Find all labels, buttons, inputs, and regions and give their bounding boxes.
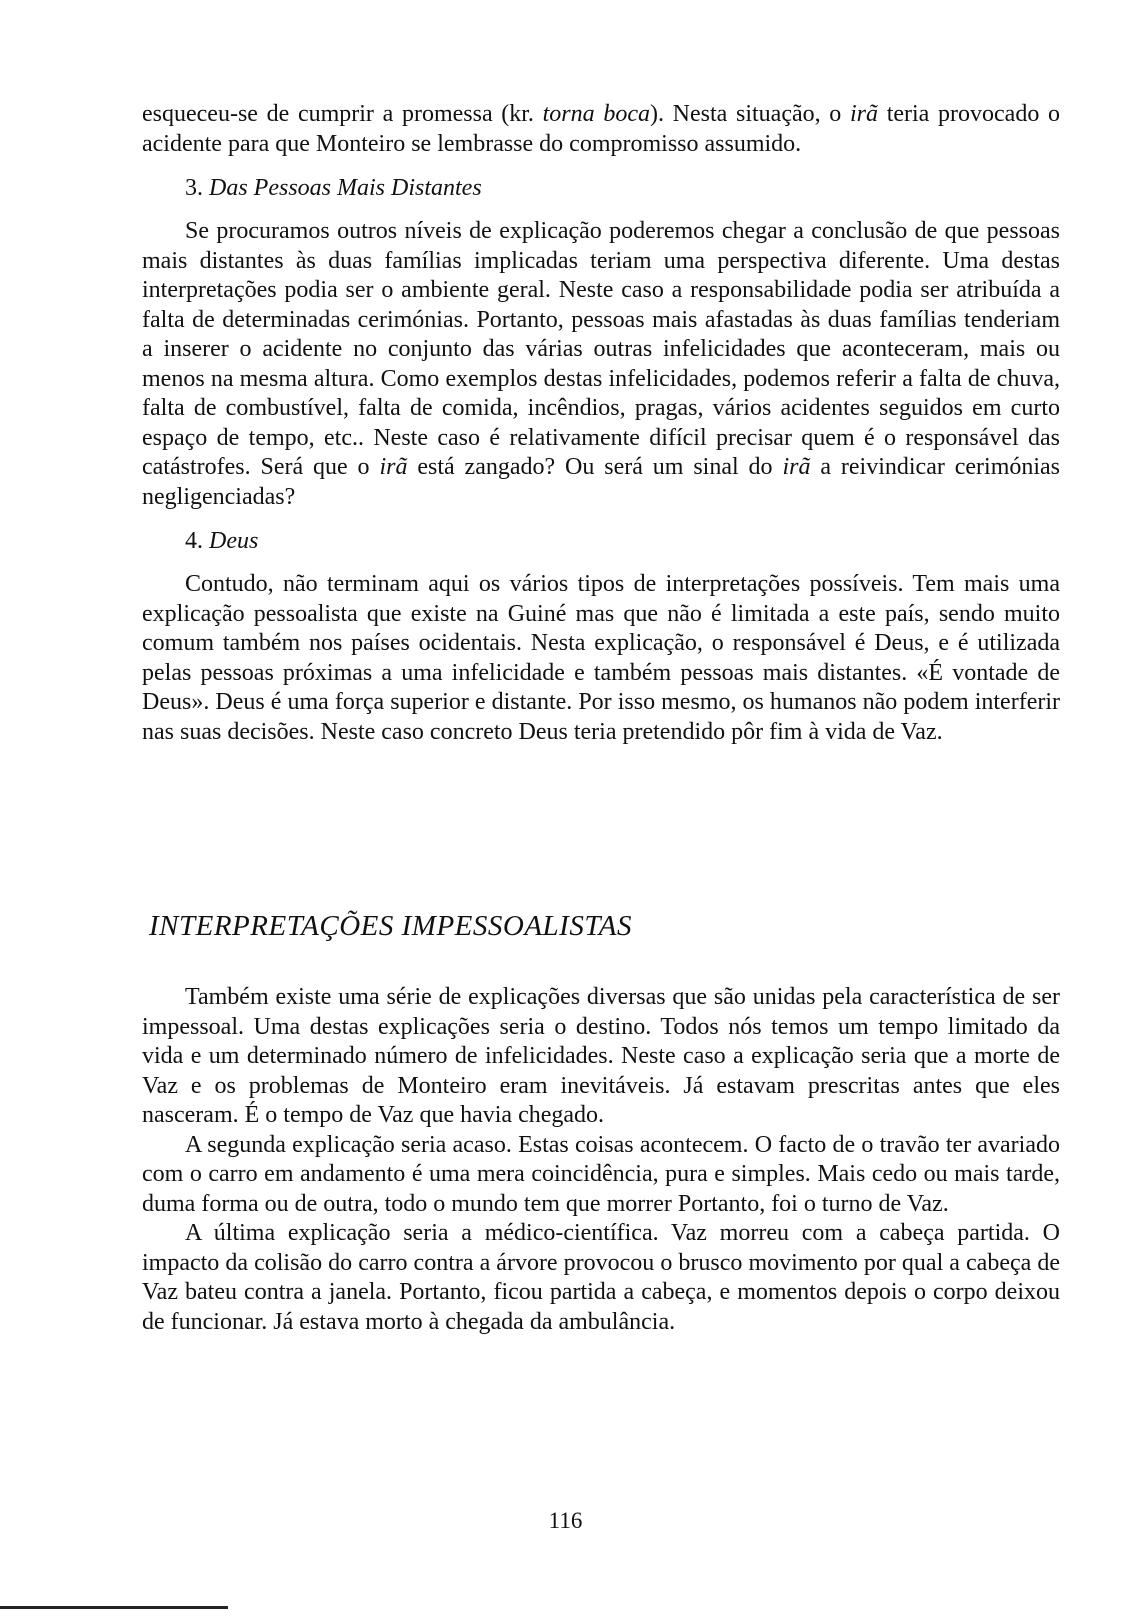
section-title: Das Pessoas Mais Distantes xyxy=(209,175,482,201)
text-run: está zangado? Ou será um sinal do xyxy=(407,454,783,480)
text-run: ). Nesta situação, o xyxy=(649,101,850,127)
text-run: esqueceu-se de cumprir a promessa (kr. xyxy=(142,101,543,127)
italic-term: irã xyxy=(782,454,811,480)
section-number: 4. xyxy=(185,528,203,554)
chapter-heading: INTERPRETAÇÕES IMPESSOALISTAS xyxy=(149,910,633,942)
page-body xyxy=(142,100,1060,1337)
italic-term: irã xyxy=(850,101,879,127)
paragraph-continuation xyxy=(142,100,1060,159)
text-run: teria provocado o acidente para que Monteiro se lembrasse do compromisso assumido. xyxy=(142,101,1060,157)
text-run: a reivindicar cerimónias negligenciadas? xyxy=(142,454,1061,510)
section-4-heading xyxy=(185,526,1060,556)
impessoalistas-paragraph-1: Também existe uma série de explicações diversas que são unidas pela característica de ser impessoal. Uma destas explicações seria o destino. Todos nós temos um tempo limitado da vida e um determinado número de infelicidades. Neste caso a explicação seria que a morte de Vaz e os problemas de Monteiro eram inevitáveis. Já estavam prescritas antes que eles nasceram. É o tempo de Vaz que havia chegado. xyxy=(142,984,1060,1128)
scan-edge-rule xyxy=(0,1606,228,1609)
section-3-heading xyxy=(185,173,1060,203)
section-4-paragraph: Contudo, não terminam aqui os vários tipos de interpretações possíveis. Tem mais uma explicação pessoalista que existe na Guiné mas que não é limitada a este país, sendo muito comum também nos países ocidentais. Nesta explicação, o responsável é Deus, e é utilizada pelas pessoas próximas a uma infelicidade e também pessoas mais distantes. «É vontade de Deus». Deus é uma força superior e distante. Por isso mesmo, os humanos não podem interferir nas suas decisões. Neste caso concreto Deus teria pretendido pôr fim à vida de Vaz. xyxy=(142,571,1060,745)
italic-term: irã xyxy=(379,454,408,480)
italic-term: torna boca xyxy=(542,101,650,127)
text-run: Se procuramos outros níveis de explicação poderemos chegar a conclusão de que pessoas mais distantes às duas famílias implicadas teriam uma perspectiva diferente. Uma destas interpretações podia ser o ambiente geral. Neste caso a responsabilidade podia ser atribuída a falta de determinadas cerimónias. Portanto, pessoas mais afastadas às duas famílias tenderiam a inserer o acidente no conjunto das várias outras infelicidades que aconteceram, mais ou menos na mesma altura. Como exemplos destas infelicidades, podemos referir a falta de chuva, falta de combustível, falta de comida, incêndios, pragas, vários acidentes seguidos em curto espaço de tempo, etc.. Neste caso é relativamente difícil precisar quem é o responsável das catástrofes. Será que o xyxy=(142,218,1060,480)
section-3-paragraph xyxy=(142,217,1060,512)
impessoalistas-paragraph-3: A última explicação seria a médico-científica. Vaz morreu com a cabeça partida. O impacto da colisão do carro contra a árvore provocou o brusco movimento por qual a cabeça de Vaz bateu contra a janela. Portanto, ficou partida a cabeça, e momentos depois o corpo deixou de funcionar. Já estava morto à chegada da ambulância. xyxy=(142,1220,1060,1335)
impessoalistas-paragraph-2: A segunda explicação seria acaso. Estas coisas acontecem. O facto de o travão ter avariado com o carro em andamento é uma mera coincidência, pura e simples. Mais cedo ou mais tarde, duma forma ou de outra, todo o mundo tem que morrer Portanto, foi o turno de Vaz. xyxy=(142,1131,1060,1217)
section-title: Deus xyxy=(209,528,259,554)
page-number: 116 xyxy=(548,1508,583,1533)
section-number: 3. xyxy=(185,175,203,201)
